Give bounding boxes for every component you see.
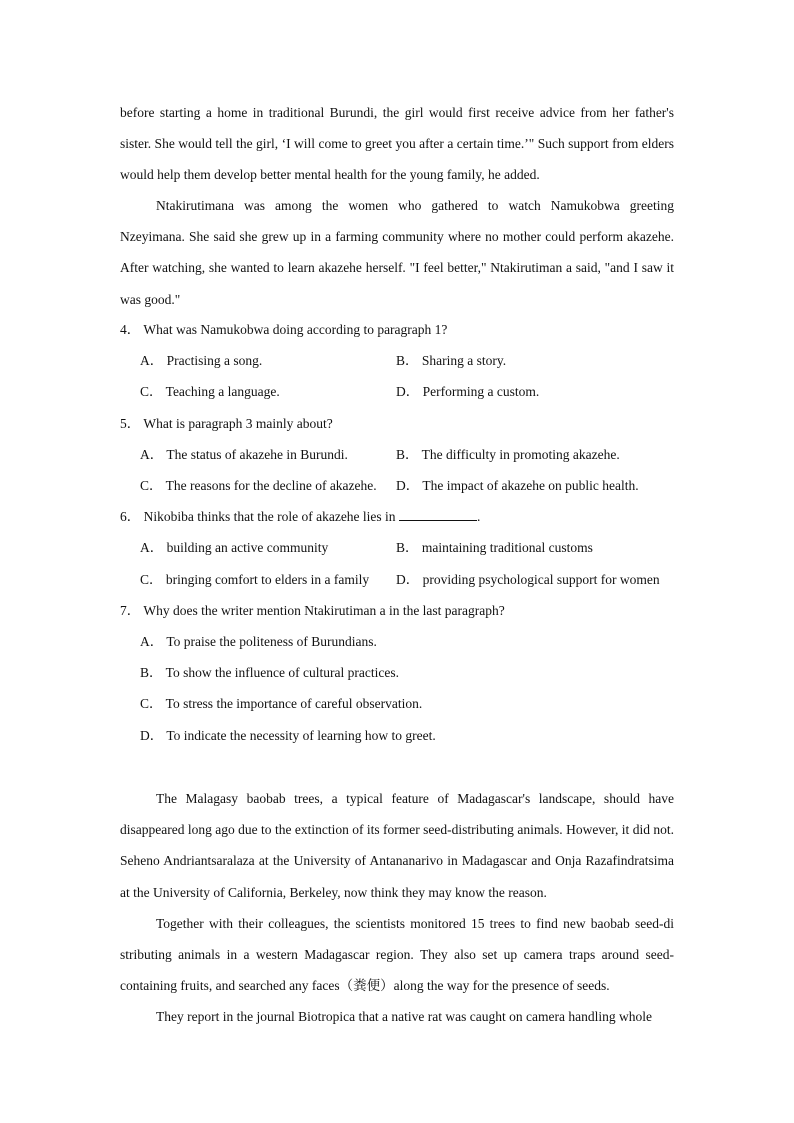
question-stem bbox=[120, 507, 480, 527]
answer-option: C． Teaching a language. bbox=[140, 384, 280, 399]
question-stem-text: 6． Nikobiba thinks that the role of akazehe lies in bbox=[120, 509, 396, 524]
question-stem: 5． What is paragraph 3 mainly about? bbox=[120, 416, 333, 431]
question-stem: 4． What was Namukobwa doing according to paragraph 1? bbox=[120, 322, 448, 337]
answer-option: A． Practising a song. bbox=[140, 353, 263, 368]
answer-option: D． To indicate the necessity of learning how to greet. bbox=[140, 728, 436, 743]
answer-option: D． The impact of akazehe on public health. bbox=[396, 478, 639, 493]
answer-option: B． The difficulty in promoting akazehe. bbox=[396, 447, 620, 462]
answer-option: A． The status of akazehe in Burundi. bbox=[140, 447, 348, 462]
answer-option: B． maintaining traditional customs bbox=[396, 540, 593, 555]
answer-option: D． providing psychological support for women bbox=[396, 572, 660, 587]
answer-option: D． Performing a custom. bbox=[396, 384, 540, 399]
answer-option: C． The reasons for the decline of akazehe. bbox=[140, 478, 377, 493]
answer-option: C． To stress the importance of careful observation. bbox=[140, 696, 423, 711]
question-stem-end: . bbox=[476, 509, 481, 524]
passage-paragraph: before starting a home in traditional Burundi, the girl would first receive advice from her father's sister. She would tell the girl, ‘I will come to greet you after a certain time.’" Such support from elders would help them develop better mental health for the young family, he added. bbox=[120, 105, 674, 183]
passage-paragraph: Ntakirutimana was among the women who gathered to watch Namukobwa greeting Nzeyimana. She said she grew up in a farming community where no mother could perform akazehe. After watching, she wanted to learn akazehe herself. "I feel better," Ntakirutiman a said, "and I saw it was good." bbox=[120, 198, 674, 307]
question-stem: 7． Why does the writer mention Ntakirutiman a in the last paragraph? bbox=[120, 603, 505, 618]
answer-option: B． To show the influence of cultural practices. bbox=[140, 665, 399, 680]
answer-option: A． building an active community bbox=[140, 540, 329, 555]
passage-paragraph: Together with their colleagues, the scientists monitored 15 trees to find new baobab seed-di stributing animals in a western Madagascar region. They also set up camera traps around seed-containing fruits, and searched any faces（粪便）along the way for the presence of seeds. bbox=[120, 916, 674, 994]
answer-blank bbox=[399, 508, 477, 521]
answer-option: C． bringing comfort to elders in a family bbox=[140, 572, 370, 587]
answer-option: B． Sharing a story. bbox=[396, 353, 507, 368]
answer-option: A． To praise the politeness of Burundians. bbox=[140, 634, 377, 649]
passage-paragraph: The Malagasy baobab trees, a typical feature of Madagascar's landscape, should have disappeared long ago due to the extinction of its former seed-distributing animals. However, it did not. Seheno Andriantsaralaza at the University of Antananarivo in Madagascar and Onja Razafindratsima at the University of California, Berkeley, now think they may know the reason. bbox=[120, 791, 674, 900]
passage-paragraph: They report in the journal Biotropica that a native rat was caught on camera handling whole bbox=[156, 1009, 652, 1024]
